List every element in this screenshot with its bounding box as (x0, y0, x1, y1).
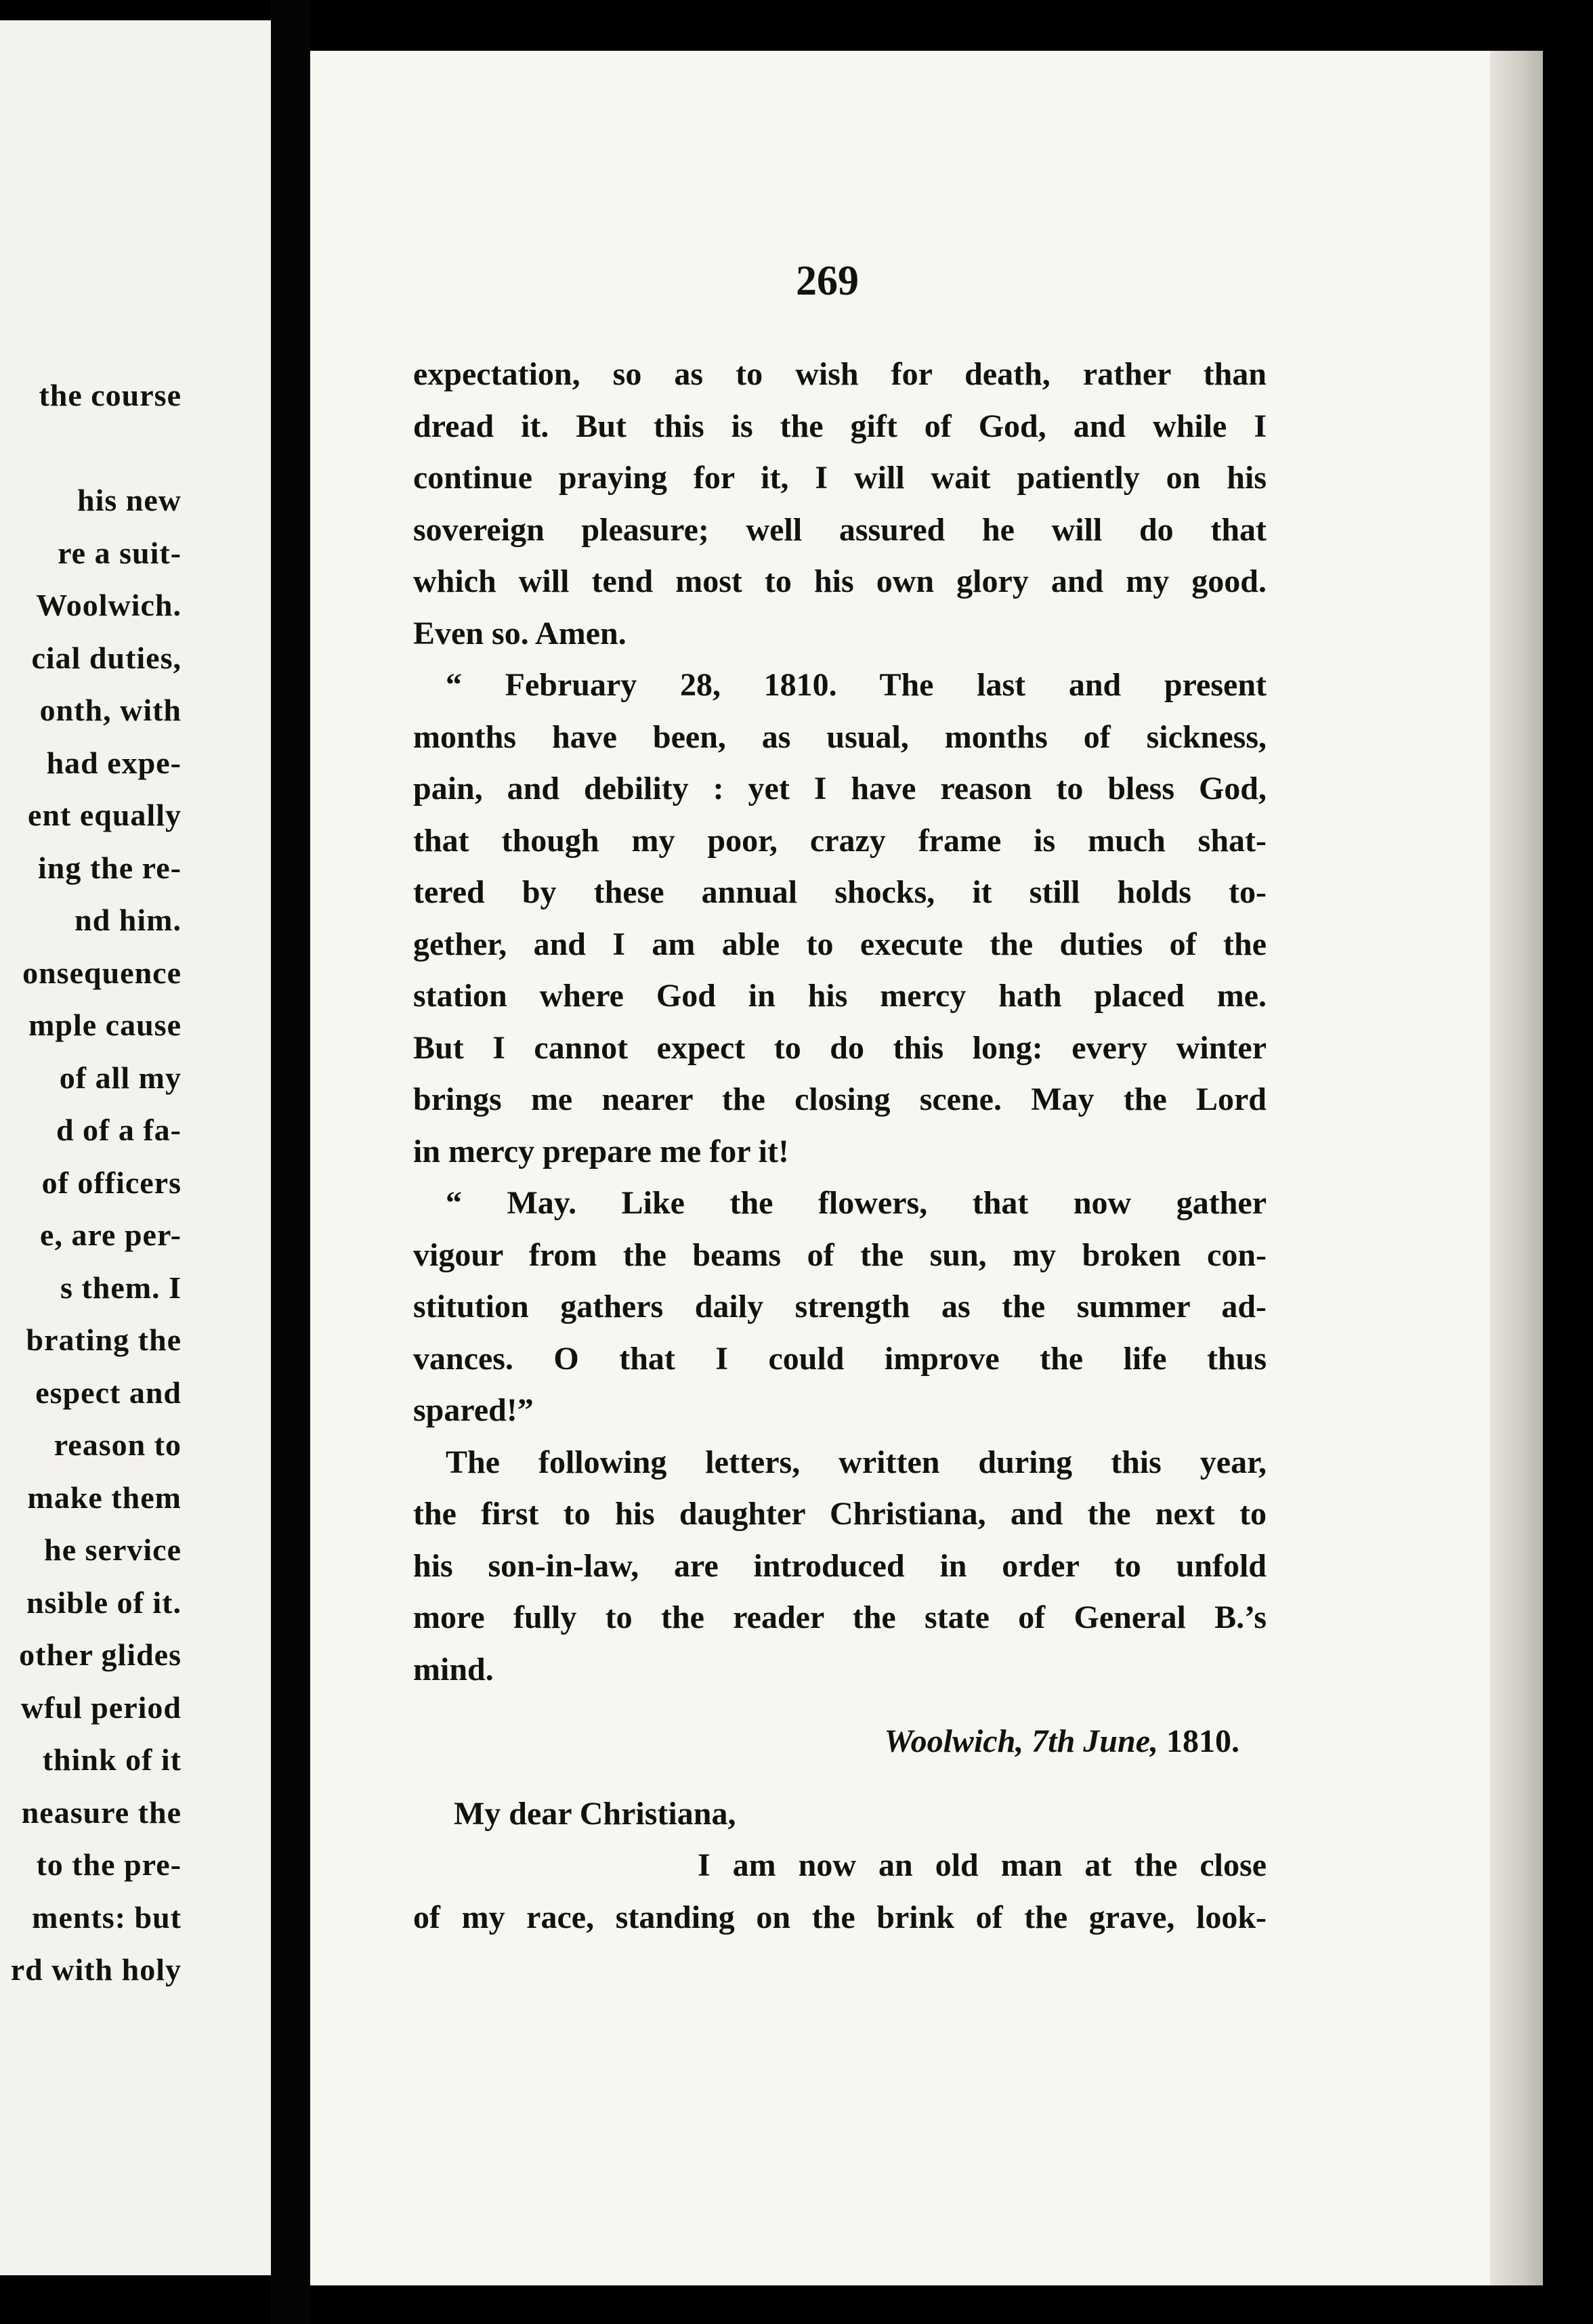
left-text-line: ent equally (28, 798, 182, 832)
left-text-line: wful period (20, 1690, 182, 1725)
text-line: “ May. Like the flowers, that now gather (446, 1185, 1267, 1221)
text-line: that though my poor, crazy frame is much shat- (413, 822, 1267, 859)
left-text-line: of officers (41, 1165, 182, 1200)
text-line: sovereign pleasure; well assured he will do that (413, 511, 1267, 548)
text-line: I am now an old man at the close (698, 1847, 1267, 1883)
text-line: But I cannot expect to do this long: every winter (413, 1029, 1267, 1066)
left-text-line: nd him. (75, 903, 182, 937)
left-text-line: other glides (19, 1637, 182, 1672)
left-text-line: s them. I (60, 1270, 182, 1305)
text-line: Even so. Amen. (413, 615, 626, 651)
text-line: station where God in his mercy hath placed me. (413, 978, 1267, 1014)
left-text-line: his new (77, 483, 182, 517)
left-text-line: onth, with (39, 693, 182, 727)
left-text-line: Woolwich. (36, 588, 182, 622)
text-line: which will tend most to his own glory and my good. (413, 563, 1267, 599)
text-line: stitution gathers daily strength as the summer ad- (413, 1289, 1267, 1325)
left-text-line: think of it (42, 1742, 182, 1777)
letter-salutation: My dear Christiana, (454, 1795, 736, 1832)
left-text-line: to the pre- (36, 1847, 182, 1882)
page-number: 269 (796, 258, 859, 304)
text-line: continue praying for it, I will wait patiently on his (413, 460, 1267, 496)
left-text-line: mple cause (28, 1008, 182, 1042)
left-text-line: e, are per- (40, 1218, 182, 1252)
dateline-place: Woolwich, 7th June, (884, 1723, 1158, 1759)
page-edge (1490, 51, 1543, 2285)
left-text-line: espect and (35, 1375, 182, 1410)
left-text-line: the course (39, 378, 182, 412)
left-text-line: rd with holy (10, 1952, 182, 1987)
left-text-line: make them (27, 1480, 182, 1515)
left-text-line: of all my (59, 1060, 182, 1095)
left-text-line: he service (44, 1532, 182, 1567)
left-text-line: onsequence (22, 955, 182, 990)
text-line: the first to his daughter Christiana, and the next to (413, 1496, 1267, 1532)
text-line: more fully to the reader the state of General B.’s (413, 1599, 1267, 1635)
text-line: vances. O that I could improve the life thus (413, 1340, 1267, 1377)
text-line: brings me nearer the closing scene. May the Lord (413, 1081, 1267, 1117)
left-text-line: ments: but (32, 1899, 182, 1935)
text-line: vigour from the beams of the sun, my broken con- (413, 1236, 1267, 1273)
left-text-line: neasure the (21, 1794, 182, 1830)
text-line: mind. (413, 1651, 494, 1687)
left-text-line: cial duties, (31, 640, 182, 675)
letter-dateline (413, 1716, 1267, 1768)
left-text-line: nsible of it. (26, 1585, 182, 1620)
left-text-line: brating the (26, 1322, 182, 1357)
left-text-line: reason to (54, 1427, 182, 1462)
text-line: “ February 28, 1810. The last and present (446, 667, 1267, 703)
text-line: spared!” (413, 1392, 534, 1428)
text-line: of my race, standing on the brink of the grave, look- (413, 1899, 1267, 1935)
book-gutter (271, 0, 310, 2324)
text-line: months have been, as usual, months of sickness, (413, 718, 1267, 755)
text-line: tered by these annual shocks, it still holds to- (413, 874, 1267, 910)
text-line: The following letters, written during this year, (446, 1444, 1267, 1480)
text-line: dread it. But this is the gift of God, and while I (413, 408, 1267, 444)
text-line: his son-in-law, are introduced in order to unfold (413, 1547, 1267, 1584)
text-line: gether, and I am able to execute the duties of the (413, 926, 1267, 962)
text-line: expectation, so as to wish for death, rather than (413, 356, 1267, 392)
text-line: in mercy prepare me for it! (413, 1133, 789, 1169)
left-text-line: had expe- (46, 745, 182, 780)
left-text-line: re a suit- (58, 535, 182, 570)
text-line: pain, and debility : yet I have reason to bless God, (413, 771, 1267, 806)
page-body (413, 349, 1267, 1943)
dateline-year: 1810. (1158, 1723, 1239, 1759)
left-text-line: d of a fa- (56, 1113, 182, 1147)
left-text-line: ing the re- (37, 850, 182, 885)
